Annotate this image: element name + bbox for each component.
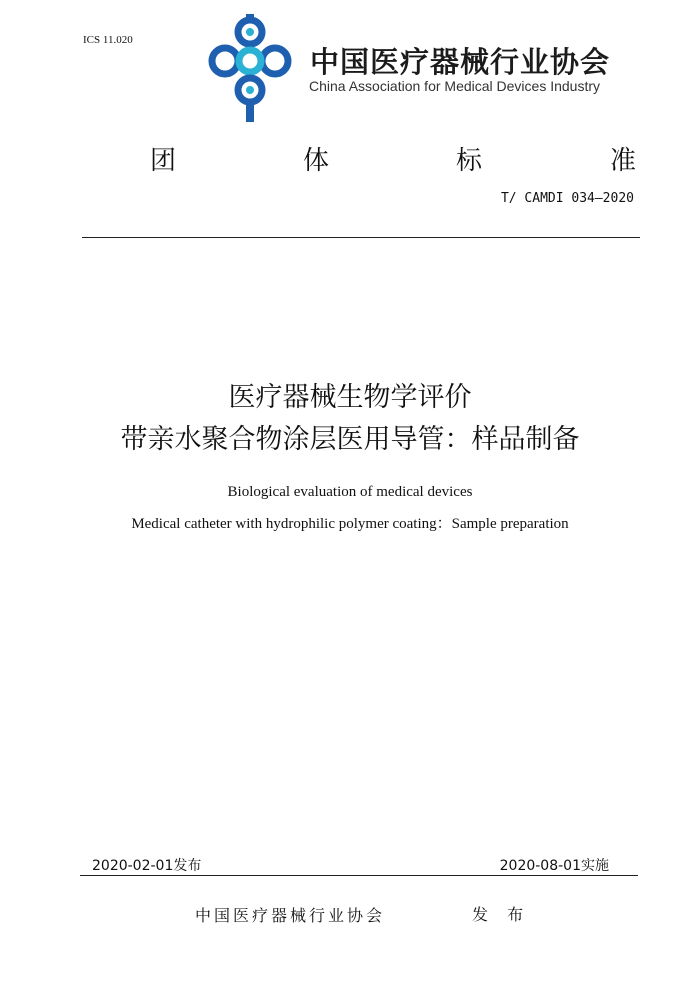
title-en-line2: Medical catheter with hydrophilic polymer coating：Sample preparation (131, 516, 569, 532)
org-name-cn: 中国医疗器械行业协会 (310, 45, 611, 79)
ics-code: ICS 11.020 (83, 34, 133, 46)
title-en-line1: Biological evaluation of medical devices (227, 484, 473, 500)
header-divider (82, 237, 640, 238)
footer-divider (80, 875, 638, 876)
standard-type (0, 140, 700, 176)
issue-date: 2020-02-01发布 (92, 858, 202, 874)
standard-type-char: 标 (456, 146, 483, 176)
standard-type-char: 体 (303, 146, 330, 176)
camdi-logo-icon (205, 14, 295, 126)
title-cn-line1: 医疗器械生物学评价 (228, 382, 472, 413)
standard-type-char: 团 (150, 146, 177, 176)
org-name-en: China Association for Medical Devices Industry (309, 78, 601, 94)
publish-label: 发 布 (472, 905, 531, 924)
title-cn-line2: 带亲水聚合物涂层医用导管：样品制备 (120, 424, 580, 455)
standard-code: T/ CAMDI 034—2020 (500, 191, 634, 206)
implement-date: 2020-08-01实施 (499, 858, 609, 874)
standard-type-char: 准 (610, 146, 637, 176)
publisher-name: 中国医疗器械行业协会 (195, 906, 386, 925)
